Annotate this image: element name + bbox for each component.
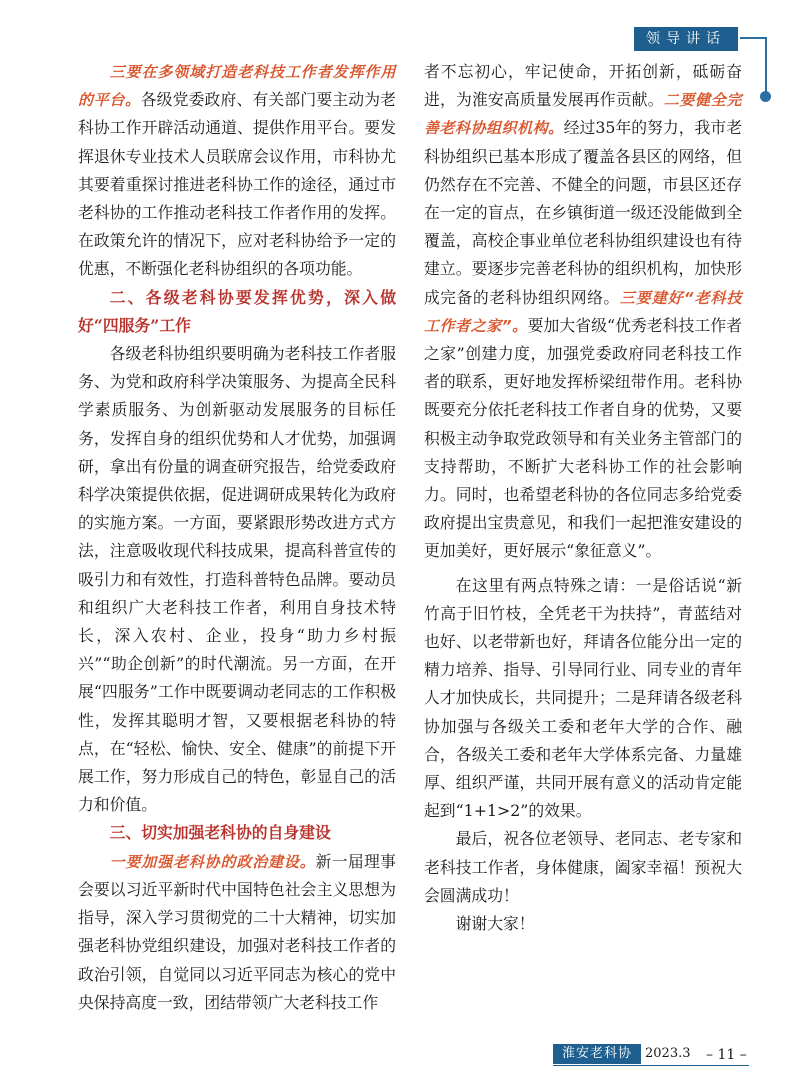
paragraph <box>424 58 742 566</box>
paragraph-text: 经过35年的努力，我市老科协组织已基本形成了覆盖各县区的网络，但仍然存在不完善、不健全的问题，市县区还存在一定的盲点，在乡镇街道一级还没能做到全覆盖，高校企事业单位老科协组织建设也有待建立。要逐步完善老科协的组织机构，加快形成完备的老科协组织网络。 <box>424 118 742 307</box>
footer-rule <box>553 1065 749 1066</box>
paragraph: 在这里有两点特殊之请：一是俗话说“新竹高于旧竹枝，全凭老干为扶持”，青蓝结对也好、以老带新也好，拜请各位能分出一定的精力培养、指导、引导同行业、同专业的青年人才加快成长，共同提升；二是拜请各级老科协加强与各级关工委和老年大学的合作、融合，各级关工委和老年大学体系完备、力量雄厚、组织严谨，共同开展有意义的活动肯定能起到“1+1>2”的效果。 <box>424 575 742 821</box>
paragraph: 各级老科协组织要明确为老科技工作者服务、为党和政府科学决策服务、为提高全民科学素质服务、为创新驱动发展服务的目标任务，发挥自身的组织优势和人才优势，加强调研，拿出有份量的调查研究报告，给党委政府科学决策提供依据，促进调研成果转化为政府的实施方案。一方面，要紧跟形势改进方式方法，注意吸收现代科技成果，提高科普宣传的吸引力和有效性，打造科普特色品牌。要动员和组织广大老科技工作者，利用自身技术特长，深入农村、企业，投身“助力乡村振兴”“助企创新”的时代潮流。另一方面，在开展“四服务”工作中既要调动老同志的工作积极性，发挥其聪明才智，又要根据老科协的特点，在“轻松、愉快、安全、健康”的前提下开展工作，努力形成自己的特色，彰显自己的活力和价值。 <box>78 344 396 815</box>
emphasis-lead: 三要在多领域打造老科技工作者发挥作用的平台。 <box>78 63 396 110</box>
emphasis-lead: 三要建好“老科技工作者之家”。 <box>424 288 742 335</box>
emphasis-lead: 一要加强老科协的政治建设。 <box>109 852 316 871</box>
paragraph-text: 新一届理事会要以习近平新时代中国特色社会主义思想为指导，深入学习贯彻党的二十大精神，切实加强老科协党组织建设，加强对老科技工作者的政治引领，自觉同以习近平同志为核心的党中央保持高度一致，团结带领广大老科技工作 <box>78 851 396 1012</box>
paragraph-closing: 谢谢大家！ <box>455 914 535 934</box>
paragraph-text: 各级党委政府、有关部门要主动为老科协工作开辟活动通道、提供作用平台。要发挥退休专业技术人员联席会议作用，市科协尤其要着重探讨推进老科协工作的途径，通过市老科协的工作推动老科技工作者作用的发挥。在政策允许的情况下，应对老科协给予一定的优惠，不断强化老科协组织的各项功能。 <box>78 90 396 279</box>
page-number: – 11 – <box>706 1047 747 1063</box>
paragraph-text: 要加大省级“优秀老科技工作者之家”创建力度，加强党委政府同老科技工作者的联系，更好地发挥桥梁纽带作用。老科协既要充分依托老科技工作者自身的优势，又要积极主动争取党政领导和有关业务主管部门的支持帮助，不断扩大老科协工作的社会影响力。同时，也希望老科协的各位同志多给党委政府提出宝贵意见，和我们一起把淮安建设的更加美好，更好展示“象征意义”。 <box>424 315 742 561</box>
paragraph-text: 者不忘初心，牢记使命，开拓创新，砥砺奋进，为淮安高质量发展再作贡献。 <box>424 62 742 110</box>
header-vertical-line <box>765 37 767 95</box>
emphasis-lead: 二要健全完善老科协组织机构。 <box>424 91 742 138</box>
left-column <box>78 58 396 1017</box>
paragraph: 最后，祝各位老领导、老同志、老专家和老科技工作者，身体健康，阖家幸福！预祝大会圆满成功！ <box>424 829 742 905</box>
section-heading-3: 三、切实加强老科协的自身建设 <box>109 823 331 843</box>
paragraph <box>78 58 396 284</box>
section-heading-2: 二、各级老科协要发挥优势，深入做好“四服务”工作 <box>78 287 396 335</box>
section-label: 领导讲话 <box>634 27 738 51</box>
paragraph <box>78 848 396 1017</box>
publication-name: 淮安老科协 <box>553 1044 641 1064</box>
issue-number: 2023.3 <box>645 1046 691 1061</box>
header-rule <box>740 37 766 39</box>
right-column <box>424 58 742 938</box>
header-dot-icon <box>760 91 771 102</box>
